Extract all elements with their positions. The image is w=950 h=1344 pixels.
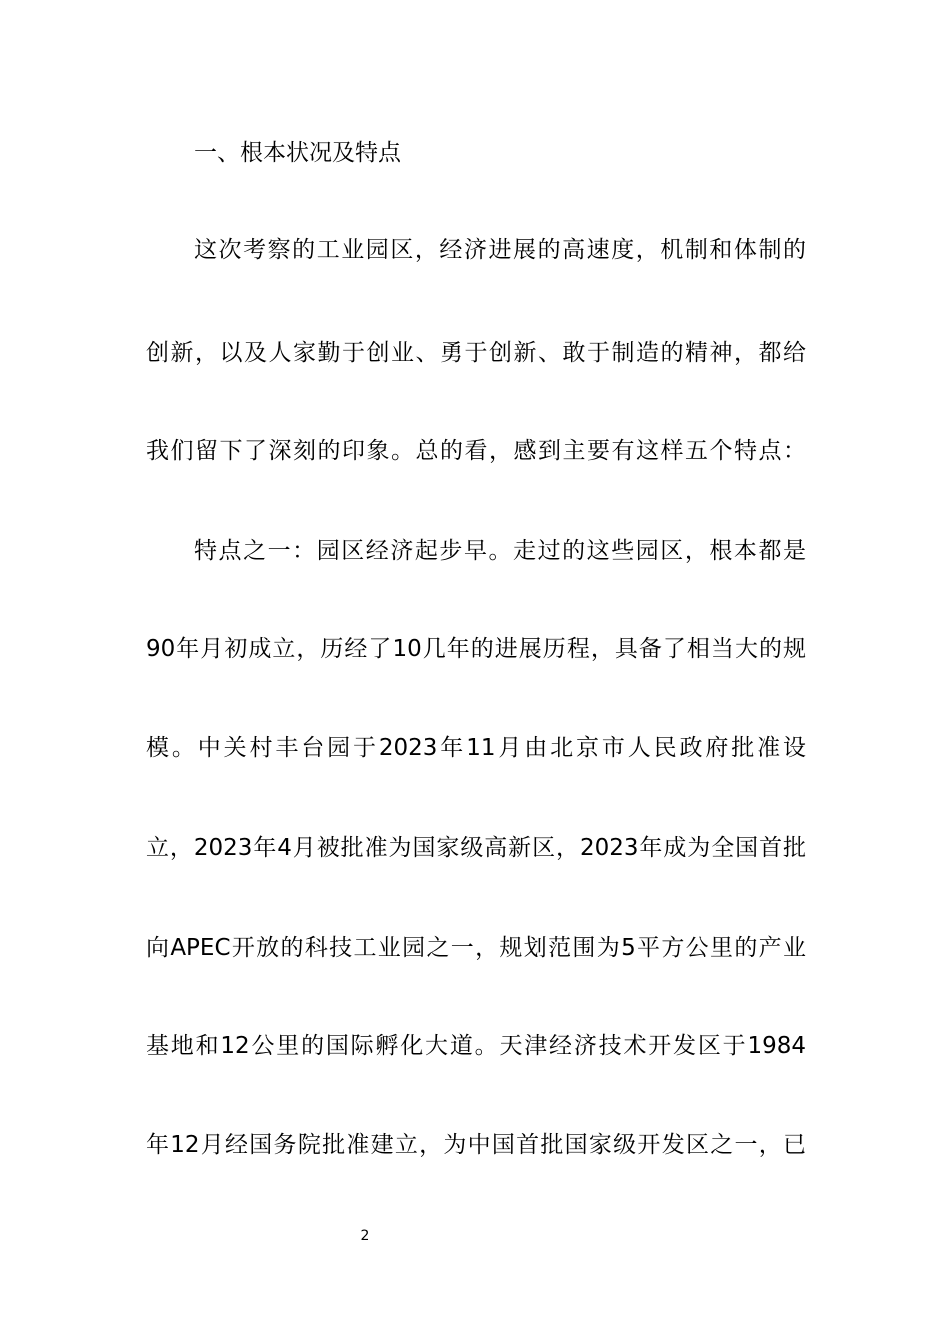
paragraph-line: 向APEC开放的科技工业园之一，规划范围为5平方公里的产业 [146, 935, 806, 961]
paragraph-line: 特点之一：园区经济起步早。走过的这些园区，根本都是 [194, 538, 806, 564]
paragraph-line: 年12月经国务院批准建立，为中国首批国家级开发区之一，已 [146, 1132, 806, 1158]
paragraph-line: 模。中关村丰台园于2023年11月由北京市人民政府批准设 [146, 735, 806, 761]
paragraph-line: 这次考察的工业园区，经济进展的高速度，机制和体制的 [194, 237, 806, 263]
section-heading: 一、根本状况及特点 [194, 140, 401, 166]
paragraph-line: 创新，以及人家勤于创业、勇于创新、敢于制造的精神，都给 [146, 340, 806, 366]
paragraph-line: 我们留下了深刻的印象。总的看，感到主要有这样五个特点： [146, 438, 806, 464]
paragraph-line: 90年月初成立，历经了10几年的进展历程，具备了相当大的规 [146, 636, 806, 662]
page-number: 2 [360, 1228, 370, 1244]
paragraph-line: 立，2023年4月被批准为国家级高新区，2023年成为全国首批 [146, 835, 806, 861]
paragraph-line: 基地和12公里的国际孵化大道。天津经济技术开发区于1984 [146, 1033, 806, 1059]
